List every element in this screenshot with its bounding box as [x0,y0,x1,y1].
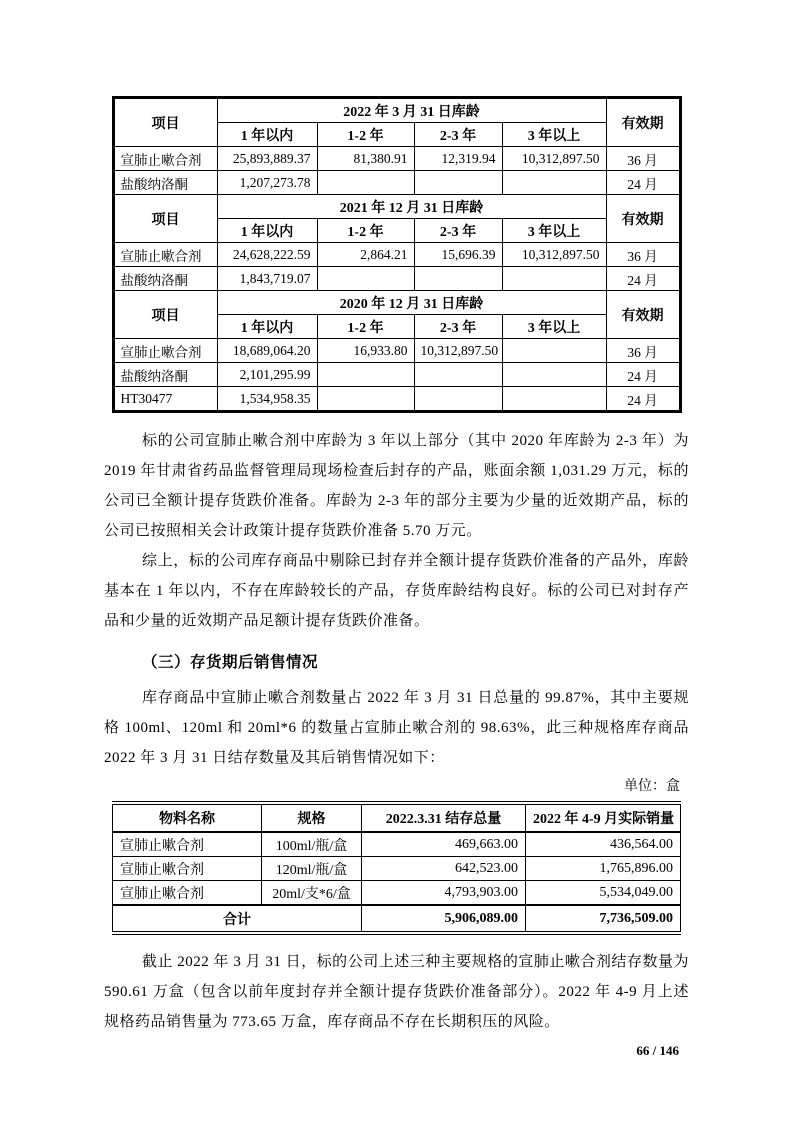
material-cell: 宣肺止嗽合剂 [113,832,262,857]
paragraph-spec-ratio: 库存商品中宣肺止嗽合剂数量占 2022 年 3 月 31 日总量的 99.87%，其中主要规格 100ml、120ml 和 20ml*6 的数量占宣肺止嗽合剂的 98.63%，此三种规格库存商品 2022 年 3 月 31 日结存数量及其后销售情况如下： [104,690,689,766]
value-cell [317,267,414,291]
table-row [113,363,680,387]
age-col-header: 2-3 年 [414,315,502,339]
material-cell: 宣肺止嗽合剂 [113,857,262,881]
validity-column-header: 有效期 [606,98,680,147]
section-title-2021: 2021 年 12 月 31 日库龄 [217,195,606,219]
section-title-2020: 2020 年 12 月 31 日库龄 [217,291,606,315]
value-cell [317,363,414,387]
age-col-header: 1 年以内 [217,123,317,147]
col-header-material: 物料名称 [113,803,262,832]
value-cell [317,387,414,412]
value-cell: 24,628,222.59 [217,243,317,267]
value-cell: 2,101,295.99 [217,363,317,387]
item-cell: 盐酸纳洛酮 [113,363,217,387]
value-cell [414,387,502,412]
value-cell [502,363,606,387]
inventory-aging-table [112,96,682,413]
value-cell: 15,696.39 [414,243,502,267]
item-column-header: 项目 [113,291,217,339]
validity-cell: 36 月 [606,243,680,267]
value-cell [502,387,606,412]
table-row [113,881,681,906]
value-cell: 1,843,719.07 [217,267,317,291]
table-row [113,267,680,291]
age-col-header: 2-3 年 [414,123,502,147]
value-cell: 10,312,897.50 [414,339,502,363]
total-balance-cell: 5,906,089.00 [362,905,526,933]
col-header-sales: 2022 年 4-9 月实际销量 [526,803,681,832]
value-cell: 16,933.80 [317,339,414,363]
validity-cell: 24 月 [606,267,680,291]
value-cell: 25,893,889.37 [217,147,317,171]
value-cell: 2,864.21 [317,243,414,267]
total-label-cell: 合计 [113,905,362,933]
material-cell: 宣肺止嗽合剂 [113,881,262,906]
page-content [104,0,689,1059]
value-cell [414,267,502,291]
value-cell [317,171,414,195]
paragraph-aging-summary: 综上，标的公司库存商品中剔除已封存并全额计提存货跌价准备的产品外，库龄基本在 1 年以内，不存在库龄较长的产品，存货库龄结构良好。标的公司已对封存产品和少量的近效期产品足额计提存货跌价准备。 [104,553,689,629]
paragraph-conclusion: 截止 2022 年 3 月 31 日，标的公司上述三种主要规格的宣肺止嗽合剂结存数量为 590.61 万盒（包含以前年度封存并全额计提存货跌价准备部分）。2022 年 4-9 月上述规格药品销售量为 773.65 万盒，库存商品不存在长期积压的风险。 [104,954,689,1030]
item-cell: 盐酸纳洛酮 [113,171,217,195]
age-col-header: 1-2 年 [317,219,414,243]
value-cell: 10,312,897.50 [502,243,606,267]
sales-cell: 5,534,049.00 [526,881,681,906]
value-cell [502,267,606,291]
sales-cell: 1,765,896.00 [526,857,681,881]
value-cell: 12,319.94 [414,147,502,171]
item-cell: 盐酸纳洛酮 [113,267,217,291]
sales-cell: 436,564.00 [526,832,681,857]
age-col-header: 2-3 年 [414,219,502,243]
validity-column-header: 有效期 [606,291,680,339]
value-cell [414,363,502,387]
spec-cell: 100ml/瓶/盒 [262,832,362,857]
balance-cell: 4,793,903.00 [362,881,526,906]
validity-cell: 24 月 [606,387,680,412]
validity-column-header: 有效期 [606,195,680,243]
paragraph-sealed-products: 标的公司宣肺止嗽合剂中库龄为 3 年以上部分（其中 2020 年库龄为 2-3 年）为 2019 年甘肃省药品监督管理局现场检查后封存的产品，账面余额 1,031.29 万元，标的公司已全额计提存货跌价准备。库龄为 2-3 年的部分主要为少量的近效期产品，标的公司已按照相关会计政策计提存货跌价准备 5.70 万元。 [104,433,689,539]
item-cell: 宣肺止嗽合剂 [113,147,217,171]
table-row [113,832,681,857]
value-cell [502,171,606,195]
balance-cell: 469,663.00 [362,832,526,857]
table-row [113,147,680,171]
table-row [113,857,681,881]
balance-cell: 642,523.00 [362,857,526,881]
age-col-header: 3 年以上 [502,315,606,339]
table-row [113,291,680,315]
validity-cell: 24 月 [606,363,680,387]
table-row [113,339,680,363]
table-row [113,98,680,123]
item-cell: 宣肺止嗽合剂 [113,243,217,267]
col-header-balance: 2022.3.31 结存总量 [362,803,526,832]
validity-cell: 36 月 [606,147,680,171]
value-cell [414,171,502,195]
spec-cell: 120ml/瓶/盒 [262,857,362,881]
unit-label: 单位：盒 [624,779,680,794]
value-cell: 10,312,897.50 [502,147,606,171]
table-row [113,195,680,219]
col-header-spec: 规格 [262,803,362,832]
value-cell: 1,534,958.35 [217,387,317,412]
item-column-header: 项目 [113,195,217,243]
table-row [113,171,680,195]
validity-cell: 36 月 [606,339,680,363]
total-sales-cell: 7,736,509.00 [526,905,681,933]
spec-cell: 20ml/支*6/盒 [262,881,362,906]
table-total-row [113,905,681,933]
value-cell: 18,689,064.20 [217,339,317,363]
age-col-header: 1 年以内 [217,315,317,339]
validity-cell: 24 月 [606,171,680,195]
item-cell: 宣肺止嗽合剂 [113,339,217,363]
page-number: 66 / 146 [636,1043,679,1058]
item-column-header: 项目 [113,98,217,147]
table-row [113,387,680,412]
age-col-header: 1-2 年 [317,123,414,147]
age-col-header: 3 年以上 [502,219,606,243]
value-cell: 81,380.91 [317,147,414,171]
section-title-2022: 2022 年 3 月 31 日库龄 [217,98,606,123]
value-cell: 1,207,273.78 [217,171,317,195]
table-header-row [113,803,681,832]
post-period-sales-table [112,801,681,935]
age-col-header: 3 年以上 [502,123,606,147]
age-col-header: 1 年以内 [217,219,317,243]
item-cell: HT30477 [113,387,217,412]
age-col-header: 1-2 年 [317,315,414,339]
value-cell [502,339,606,363]
section-heading: （三）存货期后销售情况 [142,654,319,671]
table-row [113,243,680,267]
